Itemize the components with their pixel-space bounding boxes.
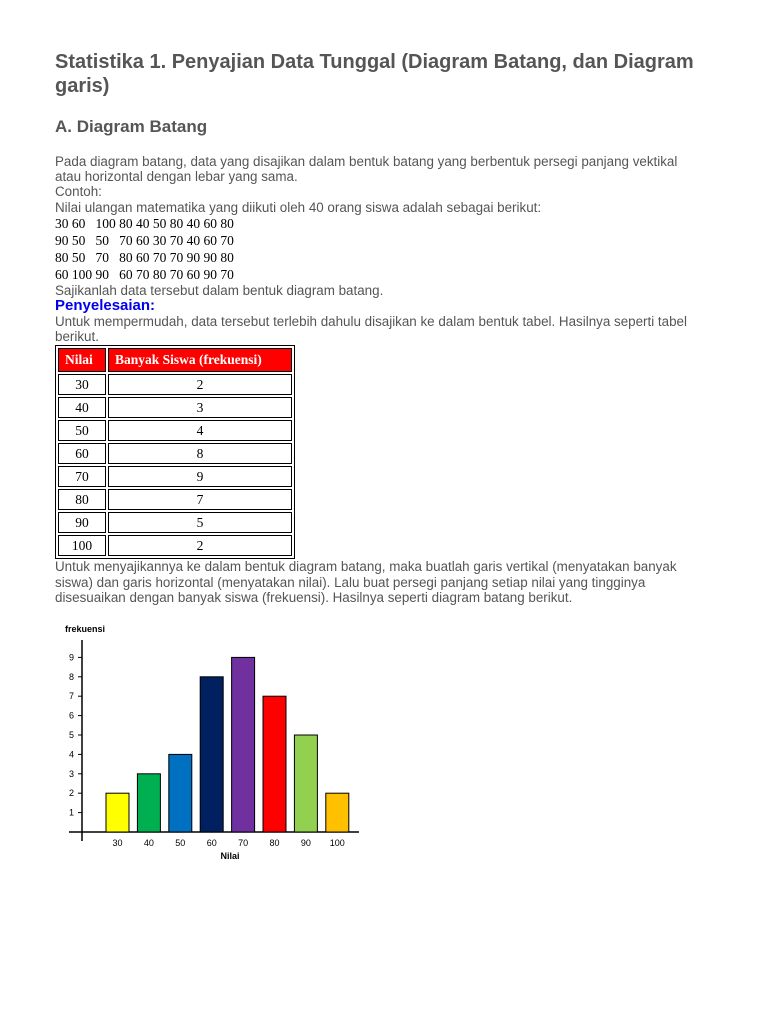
cell-nilai: 100 xyxy=(58,535,106,556)
bar-40 xyxy=(137,774,160,832)
cell-freq: 5 xyxy=(108,512,292,533)
cell-freq: 3 xyxy=(108,397,292,418)
example-label: Contoh: xyxy=(55,184,102,200)
y-tick-label: 4 xyxy=(68,749,74,760)
y-tick-label: 9 xyxy=(68,652,74,663)
cell-nilai: 80 xyxy=(58,489,106,510)
cell-nilai: 50 xyxy=(58,420,106,441)
page-title: Statistika 1. Penyajian Data Tunggal (Diagram Batang, dan Diagram garis) xyxy=(55,51,694,97)
bar-90 xyxy=(294,735,317,832)
cell-freq: 4 xyxy=(108,420,292,441)
bar-30 xyxy=(106,793,129,832)
table-row xyxy=(58,397,292,418)
data-row: 90 50 50 70 60 30 70 40 60 70 xyxy=(55,232,234,248)
bar-70 xyxy=(232,657,255,832)
section-heading: A. Diagram Batang xyxy=(55,117,208,136)
cell-freq: 7 xyxy=(108,489,292,510)
x-tick-label: 50 xyxy=(175,838,186,848)
data-row: 60 100 90 60 70 80 70 60 90 70 xyxy=(55,266,234,282)
table-row xyxy=(58,535,292,556)
cell-freq: 8 xyxy=(108,443,292,464)
table-row xyxy=(58,420,292,441)
closing-paragraph: Untuk menyajikannya ke dalam bentuk diagram batang, maka buatlah garis vertikal (menyatakan banyak siswa) dan garis horizontal (menyatakan nilai). Lalu buat persegi panjang setiap nilai yang tingginya disesuaikan dengan banyak siswa (frekuensi). Hasilnya seperti diagram batang berikut. xyxy=(55,559,677,605)
bar-80 xyxy=(263,696,286,832)
cell-freq: 2 xyxy=(108,535,292,556)
intro-block xyxy=(55,154,705,215)
x-tick-label: 30 xyxy=(112,838,123,848)
cell-nilai: 30 xyxy=(58,374,106,395)
cell-freq: 2 xyxy=(108,374,292,395)
bar-60 xyxy=(200,677,223,832)
cell-nilai: 90 xyxy=(58,512,106,533)
y-tick-label: 2 xyxy=(68,788,74,799)
table-row xyxy=(58,443,292,464)
cell-nilai: 40 xyxy=(58,397,106,418)
frequency-table xyxy=(55,345,295,559)
x-tick-label: 100 xyxy=(329,838,345,848)
example-text: Nilai ulangan matematika yang diikuti oleh 40 orang siswa adalah sebagai berikut: xyxy=(55,199,542,215)
x-tick-label: 40 xyxy=(143,838,154,848)
bar-100 xyxy=(326,793,349,832)
instruction: Sajikanlah data tersebut dalam bentuk diagram batang. xyxy=(55,282,384,298)
bar-50 xyxy=(169,754,192,832)
solution-text: Untuk mempermudah, data tersebut terlebih dahulu disajikan ke dalam bentuk tabel. Hasilnya seperti tabel berikut. xyxy=(55,314,687,345)
table-row xyxy=(58,466,292,487)
bar-chart xyxy=(55,618,375,868)
x-axis-label: Nilai xyxy=(220,851,240,861)
x-tick-label: 90 xyxy=(300,838,311,848)
cell-nilai: 60 xyxy=(58,443,106,464)
solution-label: Penyelesaian: xyxy=(55,297,156,315)
table-row xyxy=(58,489,292,510)
x-tick-label: 70 xyxy=(238,838,249,848)
y-tick-label: 3 xyxy=(68,768,74,779)
y-tick-label: 6 xyxy=(68,710,74,721)
y-axis-label: frekuensi xyxy=(65,624,106,634)
header-frequency: Banyak Siswa (frekuensi) xyxy=(108,348,292,372)
table-header-row xyxy=(58,348,292,372)
y-tick-label: 7 xyxy=(68,691,74,702)
header-nilai: Nilai xyxy=(58,348,106,372)
x-tick-label: 80 xyxy=(269,838,280,848)
intro-paragraph: Pada diagram batang, data yang disajikan dalam bentuk batang yang berbentuk persegi panjang vektikal atau horizontal dengan lebar yang sama. xyxy=(55,154,678,185)
data-row: 80 50 70 80 60 70 70 90 90 80 xyxy=(55,249,234,265)
x-tick-label: 60 xyxy=(206,838,217,848)
y-tick-label: 8 xyxy=(68,671,74,682)
cell-freq: 9 xyxy=(108,466,292,487)
document xyxy=(55,50,705,605)
y-tick-label: 5 xyxy=(68,730,74,740)
data-row: 30 60 100 80 40 50 80 40 60 80 xyxy=(55,215,234,231)
raw-data xyxy=(55,215,705,283)
table-row xyxy=(58,374,292,395)
y-tick-label: 1 xyxy=(68,807,74,818)
cell-nilai: 70 xyxy=(58,466,106,487)
table-row xyxy=(58,512,292,533)
